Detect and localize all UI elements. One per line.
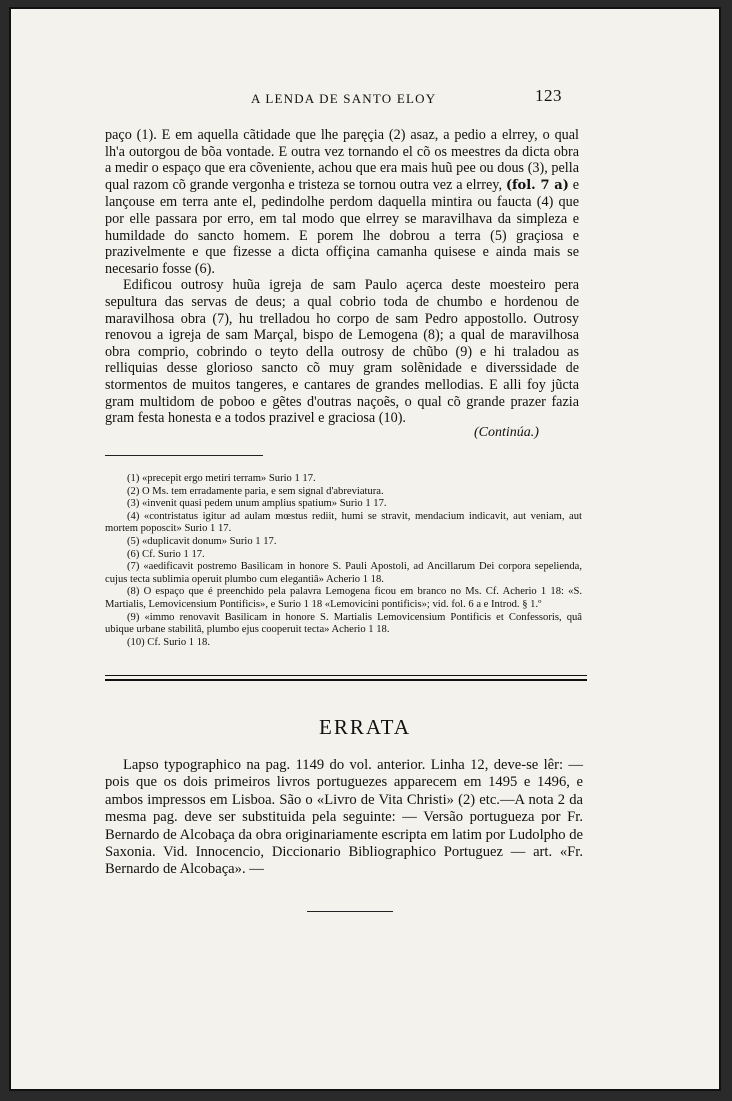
errata-text bbox=[105, 757, 583, 879]
end-rule bbox=[307, 911, 393, 912]
footnote-rule bbox=[105, 455, 263, 456]
paragraph-1 bbox=[105, 127, 579, 277]
footnote: (5) «duplicavit donum» Surio 1 17. bbox=[127, 535, 277, 547]
footnote: (2) O Ms. tem erradamente paria, e sem signal d'abreviatura. bbox=[127, 485, 384, 497]
continua-note: (Continúa.) bbox=[474, 425, 539, 440]
folio-marker: (fol. 7 a) bbox=[505, 177, 569, 193]
footnote: (1) «precepit ergo metiri terram» Surio 1 17. bbox=[127, 473, 316, 484]
section-divider-thick bbox=[105, 679, 587, 681]
footnote: (7) «aedificavit postremo Basilicam in honore S. Pauli Apostoli, ad Ancillarum Dei corpora sepeliendа, cujus tecta sublimia operuit plumbo cum elegantiâ» Acherio 1 18. bbox=[105, 561, 582, 585]
errata-paragraph: Lapso typographico na pag. 1149 do vol. anterior. Linha 12, deve-se lêr: —pois que os dois primeiros livros portuguezes apparecem em 1495 e 1496, e ambos impressos em Lisboa. São o «Livro de Vita Christi» (2) etc.—A nota 2 da mesma pag. deve ser substituida pela seguinte: — Versão portugueza por Fr. Bernardo de Alcobaça da obra originariamente escripta em latim por Ludolpho de Saxonia. Vid. Innocencio, Diccionario Bibliographico Portuguez — art. «Fr. Bernardo de Alcobaça». — bbox=[105, 757, 583, 878]
paragraph-1-start: paço (1). E em aquella cãtidade que lhe paręçia (2) asaz, a pedio a elrrey, o qual lh'a outorgou de bõa vontade. E outra vez tornando el cõ os meestres da dicta obra a medir o espaço que era cõveniente, achou que era mais huũ pee ou dous (3), pella qual razom cõ grande vergonha e tristeza se tornou outra vez a elrrey, bbox=[105, 127, 579, 193]
footnote: (4) «contristatus igitur ad aulam mœstus rediit, humi se stravit, mendacium indicavit, aut veniam, aut mortem poposcit» Surio 1 17. bbox=[105, 510, 582, 535]
book-page bbox=[9, 7, 721, 1091]
footnote: (8) O espaço que é preenchido pela palavra Lemogena ficou em branco no Ms. Cf. Acherio 1 18: «S. Martialis, Lemovicensium Pontificis», e Surio 1 18 «Lemovicini pontificis»; vid. fol. 6 a e Introd. § 1.º bbox=[105, 586, 582, 610]
running-title: A LENDA DE SANTO ELOY bbox=[251, 91, 437, 106]
footnote: (6) Cf. Surio 1 17. bbox=[127, 548, 205, 560]
paragraph-1-rest: e lançouse em terra ante el, pedindolhe perdom daquella mintira ou faucta (4) que por elle passara por erro, em tal modo que elrrey se maravilhava da simpleza e humildade do sancto homem. E porem lhe dobrou a terra (5) graçiosa e prazivelmente e que fizesse a dicta offiçina camanha quisese e ainda mais se necesario fosse (6). bbox=[105, 176, 580, 277]
errata-heading: ERRATA bbox=[319, 715, 411, 739]
page-number: 123 bbox=[535, 86, 562, 105]
section-divider bbox=[105, 675, 587, 676]
footnote: (3) «invenit quasi pedem unum amplius spatium» Surio 1 17. bbox=[127, 498, 387, 510]
footnote: (10) Cf. Surio 1 18. bbox=[127, 636, 210, 648]
footnotes bbox=[105, 473, 582, 649]
main-text bbox=[105, 127, 579, 427]
footnote: (9) «immo renovavit Basilicam in honore S. Martialis Lemovicensium Pontificis et Confessoris, quâ ubique urbane stabilitâ, plumbo ejus cooperuit tecta» Acherio 1 18. bbox=[105, 611, 582, 636]
paragraph-2: Edificou outrosy huũa igreja de sam Paulo açerca deste moesteiro pera sepultura das servas de deus; a qual cobrio toda de chumbo e hordenou de maravilhosa obra (7), hu trelladou ho corpo de sam Pedro appostollo. Outrosy renovou a igreja de sam Marçal, bispo de Lemogena (8); a qual de maravilhosa obra comprio, cobrindo o teyto della outrosy de chũbo (9) e hi traladou as relliquias desse glorioso sancto cõ muy gram solẽnidade e diverssidade de stormentos de muitos tangeres, e cantares de grandes mellodias. E alli foy jũcta gram multidom de poboo e gẽtes d'outras naçoẽs, o qual cõ grande prazer fazia gram festa honesta e a todos prazivel e graciosa (10). bbox=[105, 277, 579, 427]
